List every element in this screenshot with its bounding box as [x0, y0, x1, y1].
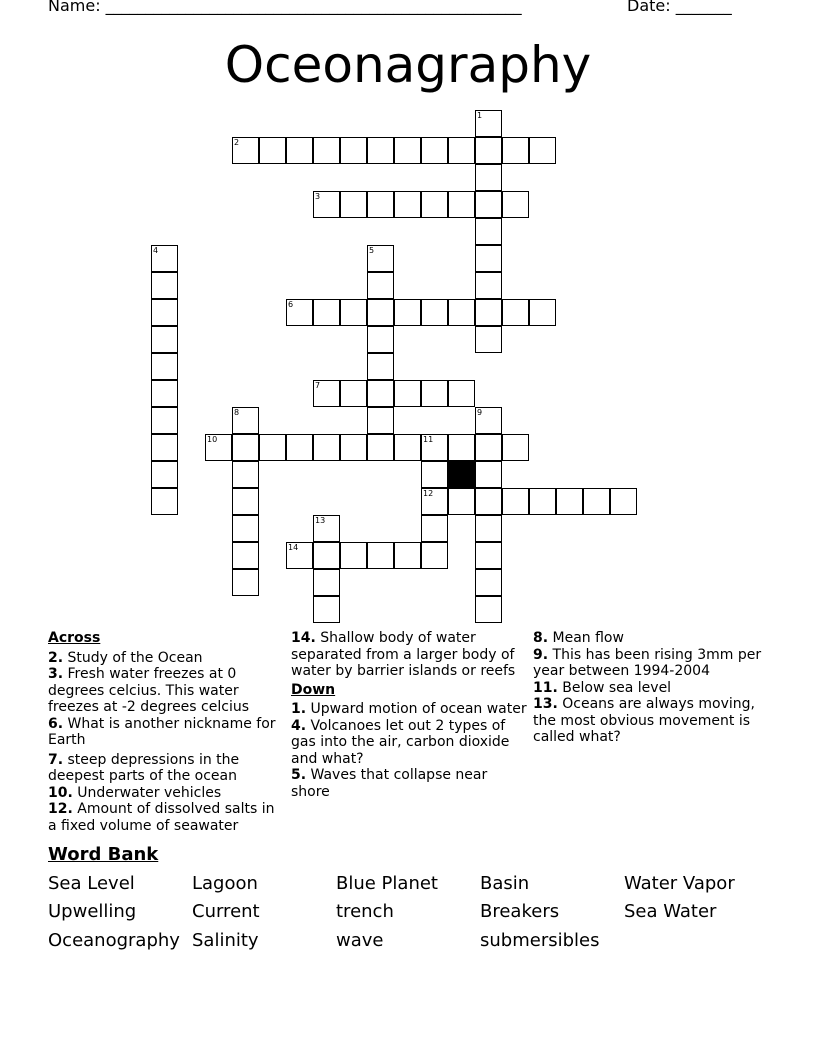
- grid-cell[interactable]: [529, 488, 556, 515]
- grid-cell[interactable]: [448, 191, 475, 218]
- grid-cell[interactable]: [313, 137, 340, 164]
- clue-number: 1: [477, 111, 483, 120]
- grid-cell[interactable]: [232, 488, 259, 515]
- grid-cell[interactable]: [421, 191, 448, 218]
- clue-number: 11: [423, 435, 434, 444]
- down-clue: 9. This has been rising 3mm per year between 1994-2004: [533, 646, 762, 679]
- grid-cell[interactable]: [475, 191, 502, 218]
- grid-cell[interactable]: [367, 407, 394, 434]
- grid-cell[interactable]: [313, 434, 340, 461]
- grid-cell[interactable]: [475, 164, 502, 191]
- grid-cell[interactable]: [475, 299, 502, 326]
- grid-cell[interactable]: [313, 191, 340, 218]
- grid-cell[interactable]: [367, 380, 394, 407]
- grid-cell[interactable]: [475, 596, 502, 623]
- grid-cell[interactable]: [502, 191, 529, 218]
- clue-number: 10: [207, 435, 218, 444]
- grid-cell[interactable]: [232, 542, 259, 569]
- grid-cell[interactable]: [286, 434, 313, 461]
- grid-cell[interactable]: [286, 299, 313, 326]
- grid-cell[interactable]: [367, 542, 394, 569]
- across-clue: 3. Fresh water freezes at 0 degrees celcius. This water freezes at -2 degrees celcius: [48, 666, 249, 715]
- grid-cell[interactable]: [475, 461, 502, 488]
- grid-cell[interactable]: [313, 569, 340, 596]
- word-bank-item: trench: [336, 901, 394, 922]
- grid-cell[interactable]: [394, 542, 421, 569]
- word-bank-item: Sea Water: [624, 901, 717, 922]
- grid-cell[interactable]: [232, 434, 259, 461]
- grid-cell[interactable]: [502, 137, 529, 164]
- down-clue: 8. Mean flow: [533, 630, 624, 646]
- word-bank-item: Current: [192, 901, 260, 922]
- clue-number: 8: [234, 408, 240, 417]
- grid-cell[interactable]: [475, 326, 502, 353]
- grid-cell[interactable]: [421, 137, 448, 164]
- grid-cell[interactable]: [502, 299, 529, 326]
- grid-cell[interactable]: [448, 137, 475, 164]
- across-clue: 7. steep depressions in the deepest parts of the ocean: [48, 751, 240, 784]
- word-bank-item: Salinity: [192, 930, 259, 951]
- grid-cell[interactable]: [529, 137, 556, 164]
- grid-cell[interactable]: [394, 191, 421, 218]
- grid-cell[interactable]: [448, 488, 475, 515]
- clue-number: 9: [477, 408, 483, 417]
- clue-number: 14: [288, 543, 299, 552]
- grid-cell[interactable]: [421, 515, 448, 542]
- grid-cell[interactable]: [259, 434, 286, 461]
- grid-cell[interactable]: [475, 272, 502, 299]
- name-field-label: Name: ____________________________________________________: [48, 0, 522, 15]
- grid-cell[interactable]: [151, 326, 178, 353]
- grid-cell[interactable]: [394, 299, 421, 326]
- word-bank-item: submersibles: [480, 930, 600, 951]
- down-clue: 5. Waves that collapse near shore: [291, 767, 488, 800]
- grid-cell[interactable]: [475, 488, 502, 515]
- grid-cell[interactable]: [286, 542, 313, 569]
- grid-cell[interactable]: [313, 596, 340, 623]
- grid-cell[interactable]: [367, 353, 394, 380]
- grid-cell[interactable]: [475, 245, 502, 272]
- grid-cell[interactable]: [259, 137, 286, 164]
- grid-cell[interactable]: [475, 137, 502, 164]
- word-bank-item: Lagoon: [192, 873, 258, 894]
- grid-cell[interactable]: [151, 488, 178, 515]
- grid-cell[interactable]: [421, 461, 448, 488]
- date-field-label: Date: _______: [627, 0, 732, 15]
- grid-cell[interactable]: [448, 380, 475, 407]
- grid-cell[interactable]: [205, 434, 232, 461]
- grid-cell[interactable]: [340, 380, 367, 407]
- grid-cell[interactable]: [367, 326, 394, 353]
- grid-cell[interactable]: [286, 137, 313, 164]
- grid-cell[interactable]: [367, 299, 394, 326]
- grid-cell[interactable]: [367, 137, 394, 164]
- word-bank-item: Sea Level: [48, 873, 135, 894]
- word-bank-item: Oceanography: [48, 930, 180, 951]
- grid-cell[interactable]: [475, 407, 502, 434]
- clue-number: 7: [315, 381, 321, 390]
- grid-cell[interactable]: [367, 434, 394, 461]
- grid-cell[interactable]: [151, 407, 178, 434]
- clue-number: 3: [315, 192, 321, 201]
- grid-cell[interactable]: [151, 461, 178, 488]
- across-clue: 12. Amount of dissolved salts in a fixed volume of seawater: [48, 801, 275, 834]
- grid-cell[interactable]: [556, 488, 583, 515]
- grid-cell[interactable]: [367, 272, 394, 299]
- clue-number: 6: [288, 300, 294, 309]
- grid-cell[interactable]: [394, 434, 421, 461]
- across-clue: 2. Study of the Ocean: [48, 649, 203, 666]
- grid-cell[interactable]: [313, 380, 340, 407]
- grid-cell[interactable]: [151, 353, 178, 380]
- grid-cell[interactable]: [151, 245, 178, 272]
- grid-cell[interactable]: [394, 137, 421, 164]
- grid-cell[interactable]: [475, 218, 502, 245]
- clue-number: 13: [315, 516, 326, 525]
- word-bank-item: Basin: [480, 873, 530, 894]
- grid-cell[interactable]: [340, 434, 367, 461]
- grid-cell[interactable]: [394, 380, 421, 407]
- grid-cell[interactable]: [367, 245, 394, 272]
- grid-cell[interactable]: [475, 434, 502, 461]
- word-bank-item: Blue Planet: [336, 873, 438, 894]
- down-clue: 13. Oceans are always moving, the most obvious movement is called what?: [533, 696, 755, 745]
- grid-cell[interactable]: [475, 110, 502, 137]
- clues-column-2: [291, 628, 527, 800]
- clue-number: 2: [234, 138, 240, 147]
- grid-cell[interactable]: [475, 515, 502, 542]
- word-bank-title: Word Bank: [48, 844, 159, 865]
- across-clue: 14. Shallow body of water separated from a larger body of water by barrier islands or reefs: [291, 630, 516, 679]
- grid-cell[interactable]: [475, 569, 502, 596]
- grid-cell[interactable]: [529, 299, 556, 326]
- grid-cell[interactable]: [448, 434, 475, 461]
- grid-cell[interactable]: [502, 434, 529, 461]
- blocked-cell: [448, 461, 475, 488]
- grid-cell[interactable]: [151, 272, 178, 299]
- grid-cell[interactable]: [610, 488, 637, 515]
- grid-cell[interactable]: [313, 515, 340, 542]
- grid-cell[interactable]: [232, 461, 259, 488]
- grid-cell[interactable]: [313, 542, 340, 569]
- across-heading: Across: [48, 630, 101, 646]
- grid-cell[interactable]: [232, 407, 259, 434]
- grid-cell[interactable]: [421, 299, 448, 326]
- across-clue: 10. Underwater vehicles: [48, 784, 222, 801]
- clues-column-3: [533, 628, 769, 746]
- clue-number: 4: [153, 246, 159, 255]
- down-heading: Down: [291, 681, 336, 698]
- grid-cell[interactable]: [340, 137, 367, 164]
- page-title: Oceonagraphy: [224, 36, 592, 94]
- grid-cell[interactable]: [421, 380, 448, 407]
- grid-cell[interactable]: [367, 191, 394, 218]
- grid-cell[interactable]: [421, 434, 448, 461]
- clue-number: 12: [423, 489, 434, 498]
- grid-cell[interactable]: [151, 434, 178, 461]
- grid-cell[interactable]: [232, 137, 259, 164]
- grid-cell[interactable]: [232, 515, 259, 542]
- grid-cell[interactable]: [421, 488, 448, 515]
- down-clue: 1. Upward motion of ocean water: [291, 701, 527, 717]
- grid-cell[interactable]: [151, 299, 178, 326]
- grid-cell[interactable]: [448, 299, 475, 326]
- grid-cell[interactable]: [313, 299, 340, 326]
- grid-cell[interactable]: [232, 569, 259, 596]
- grid-cell[interactable]: [340, 299, 367, 326]
- word-bank-item: Breakers: [480, 901, 560, 922]
- grid-cell[interactable]: [583, 488, 610, 515]
- down-clue: 4. Volcanoes let out 2 types of gas into the air, carbon dioxide and what?: [291, 717, 510, 767]
- clues-column-1: [48, 628, 280, 834]
- grid-cell[interactable]: [151, 380, 178, 407]
- clue-number: 5: [369, 246, 375, 255]
- grid-cell[interactable]: [502, 488, 529, 515]
- down-clue: 11. Below sea level: [533, 679, 672, 696]
- grid-cell[interactable]: [340, 542, 367, 569]
- word-bank-item: wave: [336, 930, 384, 951]
- grid-cell[interactable]: [421, 542, 448, 569]
- across-clue: 6. What is another nickname for Earth: [48, 715, 276, 748]
- grid-cell[interactable]: [475, 542, 502, 569]
- grid-cell[interactable]: [340, 191, 367, 218]
- word-bank-item: Water Vapor: [624, 873, 735, 894]
- word-bank-item: Upwelling: [48, 901, 137, 922]
